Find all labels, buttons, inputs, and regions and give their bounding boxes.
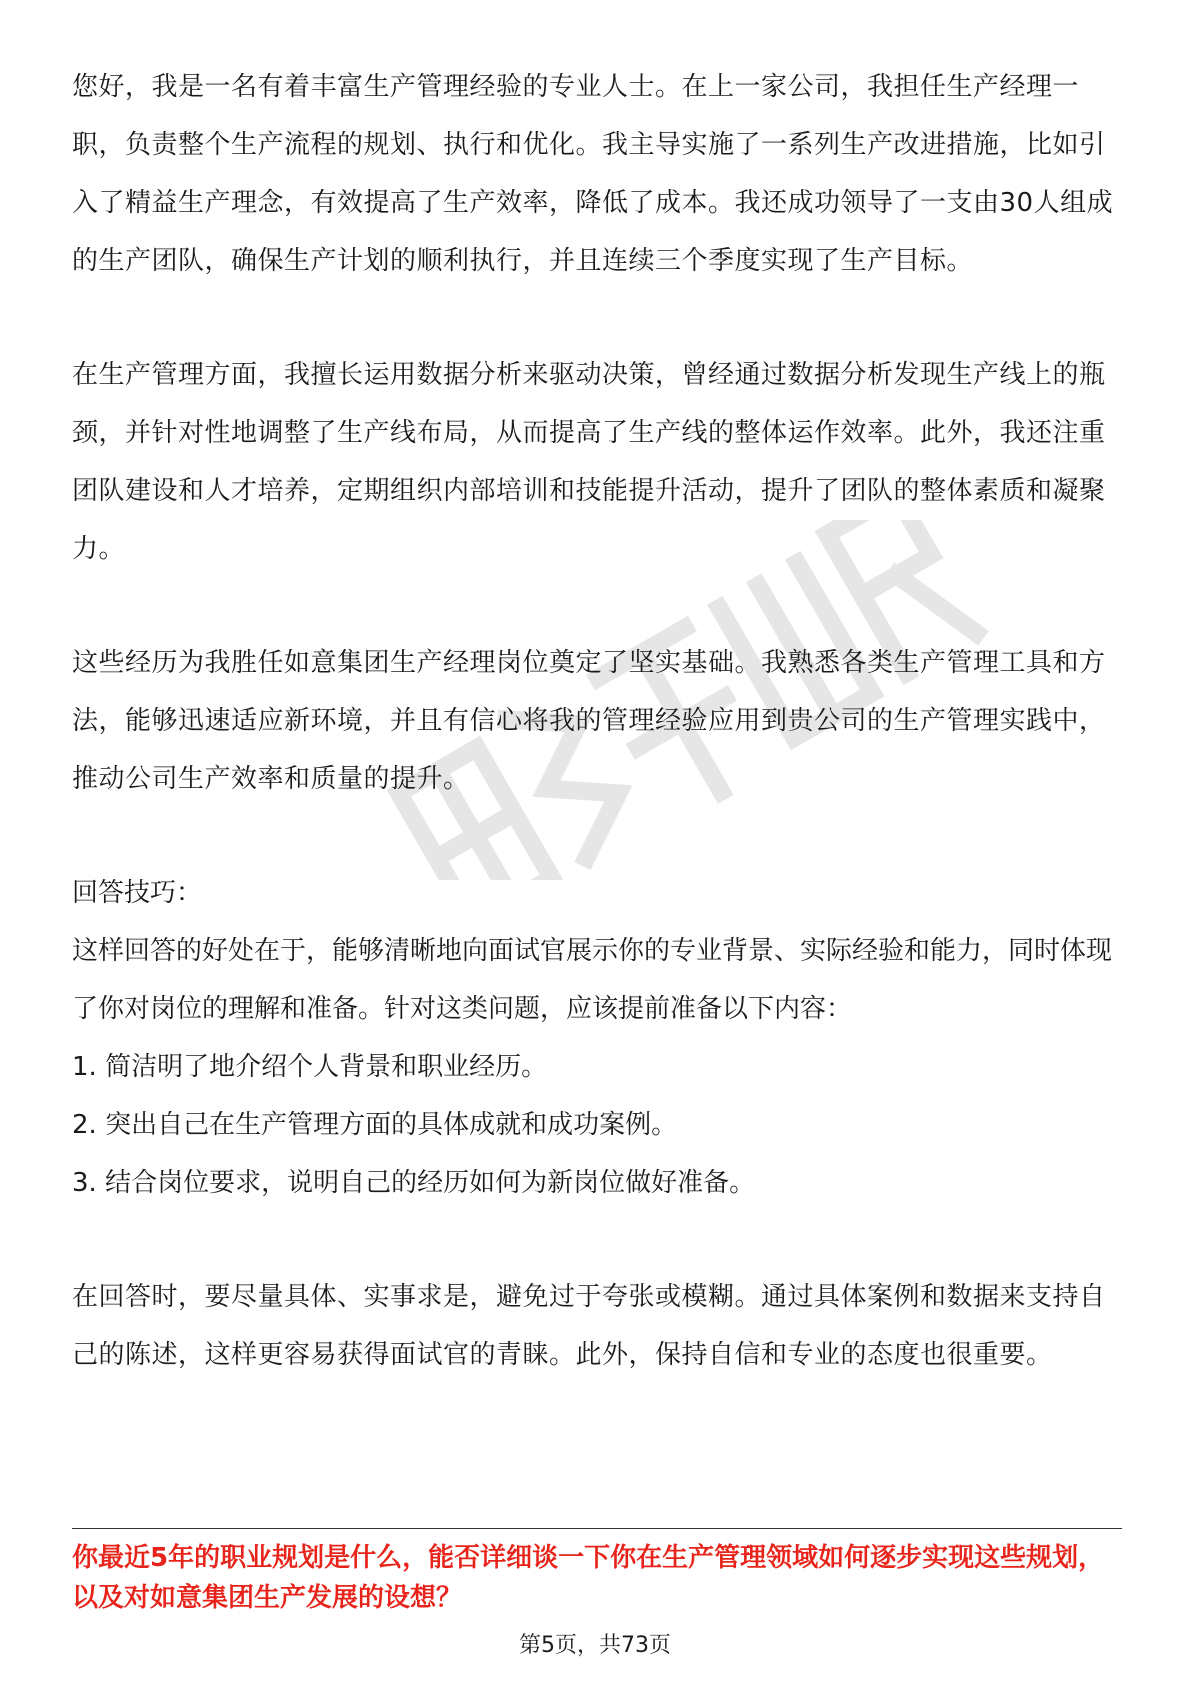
body-content — [72, 58, 1122, 1384]
answer-paragraph-2: 在生产管理方面，我擅长运用数据分析来驱动决策，曾经通过数据分析发现生产线上的瓶颈，并针对性地调整了生产线布局，从而提高了生产线的整体运作效率。此外，我还注重团队建设和人才培养，定期组织内部培训和技能提升活动，提升了团队的整体素质和凝聚力。 — [72, 360, 1106, 564]
next-question-heading: 你最近5年的职业规划是什么，能否详细谈一下你在生产管理领域如何逐步实现这些规划，以及对如意集团生产发展的设想？ — [72, 1543, 1105, 1613]
paragraph-spacer — [72, 808, 1122, 864]
tips-list-item: 1. 简洁明了地介绍个人背景和职业经历。 — [72, 1052, 548, 1082]
paragraph-spacer — [72, 290, 1122, 346]
tips-intro: 这样回答的好处在于，能够清晰地向面试官展示你的专业背景、实际经验和能力，同时体现了你对岗位的理解和准备。针对这类问题，应该提前准备以下内容： — [72, 936, 1113, 1024]
tips-list-item: 2. 突出自己在生产管理方面的具体成就和成功案例。 — [72, 1110, 678, 1140]
section-divider — [72, 1528, 1122, 1529]
page-number-footer: 第5页，共73页 — [519, 1633, 671, 1658]
answer-paragraph-1: 您好，我是一名有着丰富生产管理经验的专业人士。在上一家公司，我担任生产经理一职，负责整个生产流程的规划、执行和优化。我主导实施了一系列生产改进措施，比如引入了精益生产理念，有效提高了生产效率，降低了成本。我还成功领导了一支由30人组成的生产团队，确保生产计划的顺利执行，并且连续三个季度实现了生产目标。 — [72, 72, 1114, 276]
paragraph-spacer — [72, 578, 1122, 634]
tips-closing-paragraph: 在回答时，要尽量具体、实事求是，避免过于夸张或模糊。通过具体案例和数据来支持自己的陈述，这样更容易获得面试官的青睐。此外，保持自信和专业的态度也很重要。 — [72, 1282, 1106, 1370]
tips-list — [72, 1038, 1122, 1212]
paragraph-spacer — [72, 1212, 1122, 1268]
tips-title: 回答技巧： — [72, 878, 203, 908]
answer-paragraph-3: 这些经历为我胜任如意集团生产经理岗位奠定了坚实基础。我熟悉各类生产管理工具和方法，能够迅速适应新环境，并且有信心将我的管理经验应用到贵公司的生产管理实践中，推动公司生产效率和质量的提升。 — [72, 648, 1106, 794]
tips-list-item: 3. 结合岗位要求，说明自己的经历如何为新岗位做好准备。 — [72, 1168, 756, 1198]
